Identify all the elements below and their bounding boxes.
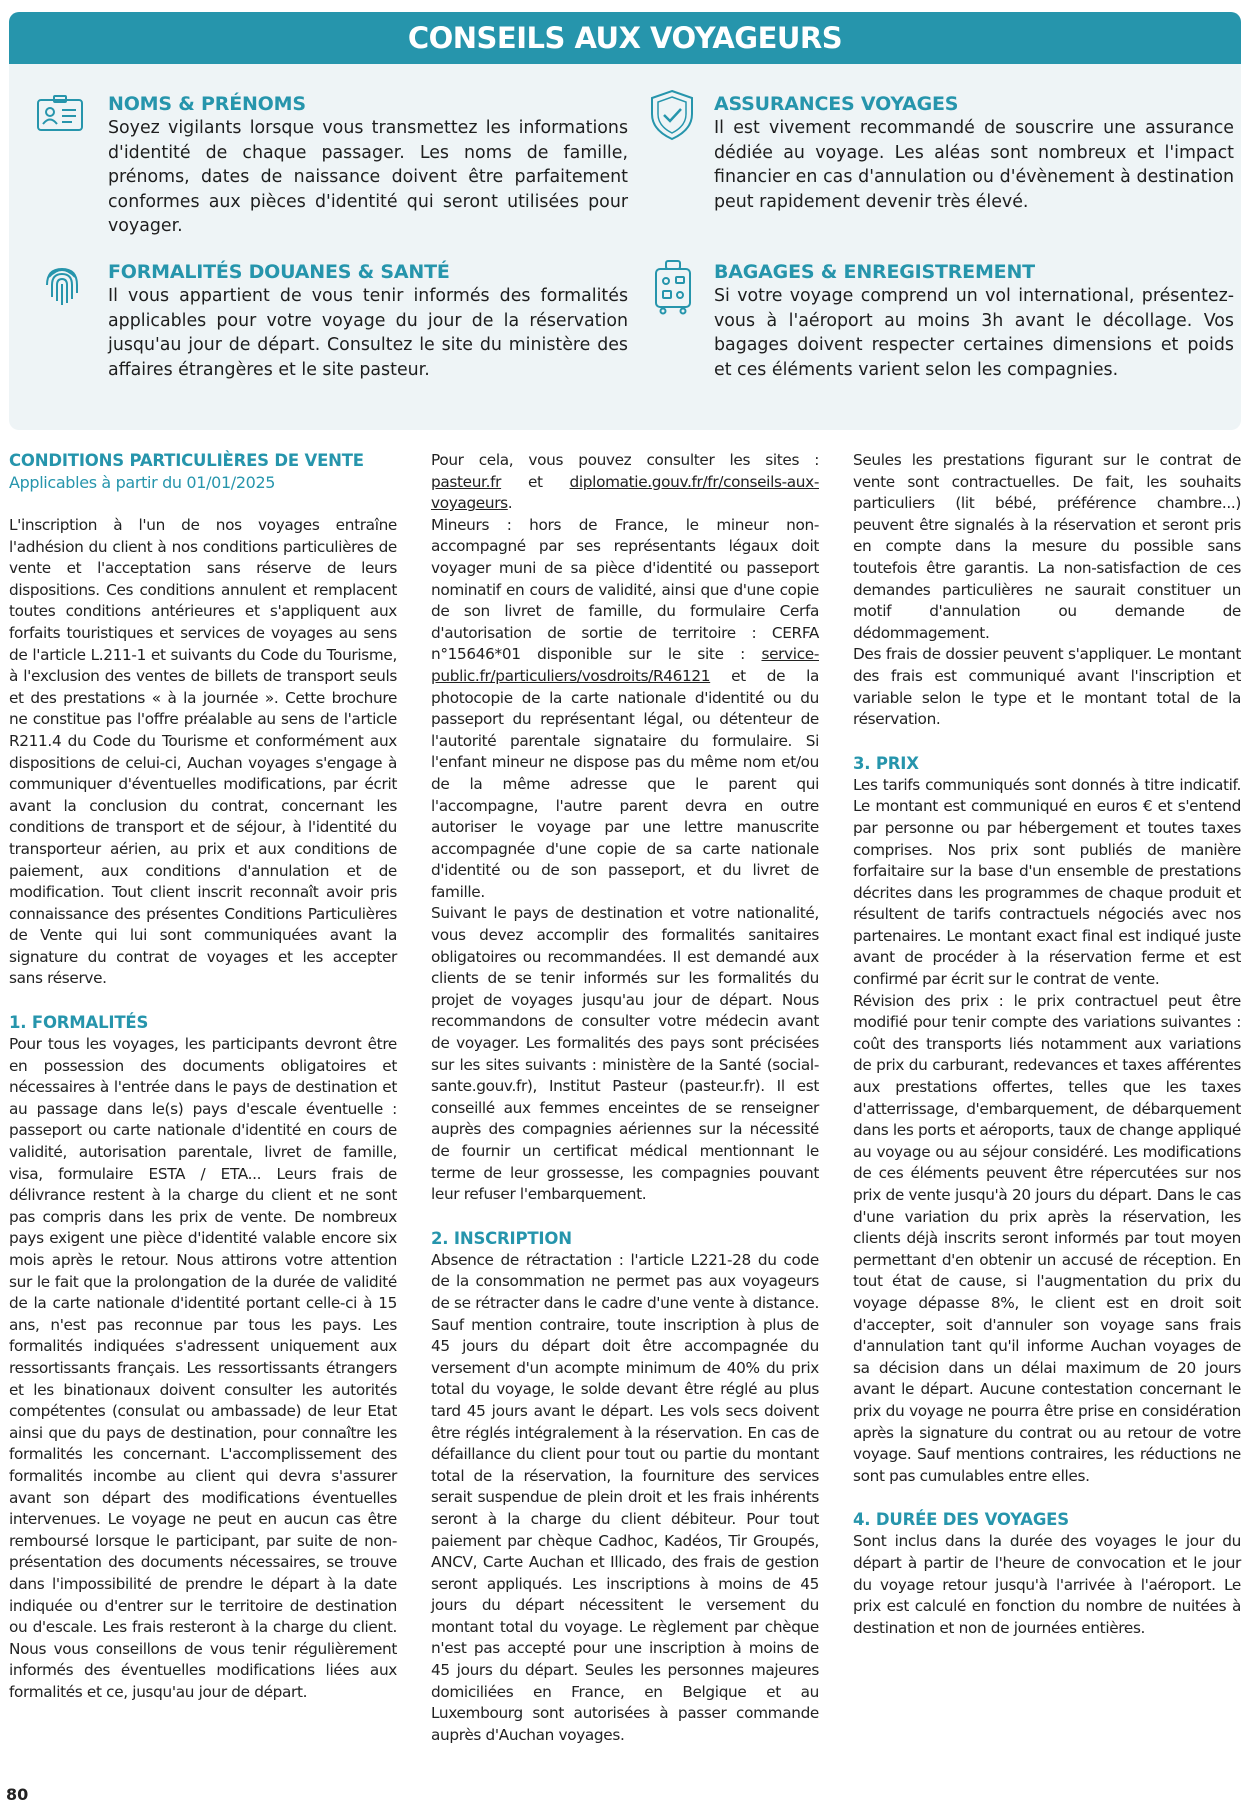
tip-title: FORMALITÉS DOUANES & SANTÉ	[108, 261, 450, 283]
travel-tips-banner	[9, 12, 1241, 430]
mineurs-paragraph	[431, 515, 819, 904]
link-pasteur[interactable]: pasteur.fr	[431, 472, 502, 491]
text-fragment: et	[501, 472, 570, 491]
text-fragment: Pour cela, vous pouvez consulter les sites :	[431, 451, 819, 469]
section-title-duree: 4. DURÉE DES VOYAGES	[853, 1510, 1069, 1530]
tip-text: Si votre voyage comprend un vol international, présentez-vous à l'aéroport au moins 3h avant le décollage. Vos bagages doivent respecter certaines dimensions et poids et ces éléments varient selon les compagnies.	[714, 286, 1234, 380]
link-service-public[interactable]: service-public.fr/particuliers/vosdroits/R46121	[431, 645, 819, 685]
shield-check-icon	[647, 88, 699, 140]
luggage-icon	[651, 259, 703, 311]
inscription-paragraph: Absence de rétractation : l'article L221-28 du code de la consommation ne permet pas aux voyageurs de se rétracter dans le cadre d'une vente à distance. Sauf mention contraire, toute inscription à plus de 45 jours du départ doit être accompagnée du versement d'un acompte minimum de 40% du prix total du voyage, le solde devant être réglé au plus tard 45 jours avant le départ. Les vols secs doivent être réglés intégralement à la réservation. En cas de défaillance du client pour tout ou partie du montant total de la réservation, la fourniture des services serait suspendue de plein droit et les frais inhérents seront à la charge du client débiteur. Pour tout paiement par chèque Cadhoc, Kadéos, Tir Groupés, ANCV, Carte Auchan et Illicado, des frais de gestion seront appliqués. Les inscriptions à moins de 45 jours du départ nécessitent le versement du montant total du voyage. Le règlement par chèque n'est pas accepté pour une inscription à moins de 45 jours du départ. Seules les personnes majeures domiciliées en France, en Belgique et au Luxembourg sont autorisées à passer commande auprès d'Auchan voyages.	[431, 1250, 819, 1744]
column-2	[431, 450, 819, 1746]
link-diplomatie[interactable]: diplomatie.gouv.fr/fr/conseils-aux-voyageurs	[431, 472, 819, 513]
banner-title: CONSEILS AUX VOYAGEURS	[407, 21, 843, 55]
conditions-columns	[9, 450, 1241, 1780]
column-3	[853, 450, 1241, 1639]
conditions-title: CONDITIONS PARTICULIÈRES DE VENTE	[9, 451, 364, 470]
id-card-icon	[35, 88, 87, 140]
section-title-prix: 3. PRIX	[853, 753, 919, 773]
formalites-paragraph: Pour tous les voyages, les participants devront être en possession des documents obligatoires et nécessaires à l'entrée dans le pays de destination et au passage dans le(s) pays d'escale éventuelle : passeport ou carte nationale d'identité en cours de validité, autorisation parentale, livret de famille, visa, formulaire ESTA / ETA... Leurs frais de délivrance restent à la charge du client et ne sont pas compris dans les prix de vente. De nombreux pays exigent une pièce d'identité valable encore six mois après le retour. Nous attirons votre attention sur le fait que la prolongation de la durée de validité de la carte nationale d'identité portant celle-ci à 15 ans, n'est pas reconnue par tous les pays. Les formalités indiquées s'adressent uniquement aux ressortissants français. Les ressortissants étrangers et les binationaux doivent consulter les autorités compétentes (consulat ou ambassade) de leur Etat ainsi que du pays de destination, pour connaître les formalités les concernant. L'accomplissement des formalités incombe au client qui devra s'assurer avant son départ des modifications éventuelles intervenues. Le voyage ne peut en aucun cas être remboursé lorsque le participant, par suite de non-présentation des documents nécessaires, se trouve dans l'impossibilité de prendre le départ à la date indiquée ou d'entrer sur le territoire de destination ou d'escale. Les frais resteront à la charge du client. Nous vous conseillons de vous tenir régulièrement informés des éventuelles modifications liées aux formalités et ce, jusqu'au jour de départ.	[9, 1035, 397, 1701]
section-title-formalites: 1. FORMALITÉS	[9, 1013, 149, 1033]
tip-title: BAGAGES & ENREGISTREMENT	[714, 261, 1035, 283]
revision-prix-paragraph: Révision des prix : le prix contractuel peut être modifié pour tenir compte des variations suivantes : coût des transports liés notamment aux variations de prix du carburant, redevances et taxes afférentes aux prestations offertes, telles que les taxes d'atterrissage, d'embarquement, de débarquement dans les ports et aéroports, taux de change appliqué au voyage ou au séjour considéré. Les modifications de ces éléments peuvent être répercutées sur nos prix de vente jusqu'à 20 jours du départ. Dans le cas d'une variation du prix après la réservation, les clients déjà inscrits seront informés par tout moyen permettant d'en obtenir un accusé de réception. En tout état de cause, si l'augmentation du prix du voyage dépasse 8%, le client est en droit soit d'accepter, soit d'annuler son voyage sans frais d'annulation tant qu'il informe Auchan voyages de sa décision dans un délai maximum de 20 jours avant le départ. Aucune contestation concernant le prix du voyage ne pourra être prise en considération après la signature du contrat ou au retour de votre voyage. Sauf mentions contraires, les réductions ne sont pas cumulables entre elles.	[853, 991, 1241, 1485]
section-title-inscription: 2. INSCRIPTION	[431, 1228, 572, 1248]
tip-noms-prenoms	[108, 92, 628, 239]
tip-formalites-douanes	[108, 260, 628, 382]
conditions-intro: L'inscription à l'un de nos voyages entraîne l'adhésion du client à nos conditions particulières de vente et l'acceptation sans réserve de leurs dispositions. Ces conditions annulent et remplacent toutes conditions antérieures et s'appliquent aux forfaits touristiques et services de voyages au sens de l'article L.211-1 et suivants du Code du Tourisme, à l'exclusion des ventes de billets de transport seuls et des prestations « à la journée ». Cette brochure ne constitue pas l'offre préalable au sens de l'article R211.4 du Code du Tourisme et conformément aux dispositions de celui-ci, Auchan voyages s'engage à communiquer d'éventuelles modifications, par écrit avant la conclusion du contrat, concernant les conditions de transport et de séjour, à l'identité du transporteur aérien, au prix et aux conditions de paiement, aux conditions d'annulation et de modification. Tout client inscrit reconnaît avoir pris connaissance des présentes Conditions Particulières de Vente qui lui sont communiquées avant la signature du contrat de voyages et les accepter sans réserve.	[9, 516, 397, 988]
tip-text: Il vous appartient de vous tenir informés des formalités applicables pour votre voyage du jour de la réservation jusqu'au jour de départ. Consultez le site du ministère des affaires étrangères et le site pasteur.	[108, 286, 628, 380]
tip-bagages-enregistrement	[714, 260, 1234, 382]
text-fragment: Mineurs : hors de France, le mineur non-accompagné par ses représentants légaux doit voyager muni de sa pièce d'identité ou passeport nominatif en cours de validité, ainsi que d'une copie de son livret de famille, du formulaire Cerfa d'autorisation de sortie de territoire : CERFA n°15646*01 disponible sur le site :	[431, 515, 819, 664]
conditions-subtitle: Applicables à partir du 01/01/2025	[9, 473, 276, 492]
tip-text: Soyez vigilants lorsque vous transmettez les informations d'identité de chaque passager. Les noms de famille, prénoms, dates de naissance doivent être parfaitement conformes aux pièces d'identité qui seront utilisées pour voyager.	[108, 118, 628, 237]
duree-paragraph: Sont inclus dans la durée des voyages le jour du départ à partir de l'heure de convocation et le jour du voyage retour jusqu'à l'arrivée à l'aéroport. Le prix est calculé en fonction du nombre de nuitées à destination et non de journées entières.	[853, 1532, 1241, 1637]
tip-title: ASSURANCES VOYAGES	[714, 93, 959, 115]
tip-assurances-voyages	[714, 92, 1234, 214]
column-1	[9, 450, 397, 1703]
page-number: 80	[6, 1785, 29, 1804]
formalites-sanitaires-paragraph: Suivant le pays de destination et votre nationalité, vous devez accomplir des formalités sanitaires obligatoires ou recommandées. Il est demandé aux clients de se tenir informés sur les formalités du projet de voyages jusqu'au jour de départ. Nous recommandons de consulter votre médecin avant de voyager. Les formalités des pays sont précisées sur les sites suivants : ministère de la Santé (social-sante.gouv.fr), Institut Pasteur (pasteur.fr). Il est conseillé aux femmes enceintes de se renseigner auprès des compagnies aériennes sur la nécessité de fournir un certificat médical mentionnant le terme de leur grossesse, les compagnies pouvant leur refuser l'embarquement.	[431, 904, 819, 1204]
prix-paragraph: Les tarifs communiqués sont donnés à titre indicatif. Le montant est communiqué en euros € et s'entend par personne ou par hébergement et toutes taxes comprises. Nos prix sont publiés de manière forfaitaire sur la base d'un ensemble de prestations décrites dans les programmes de chaque produit et résultent de tarifs contractuels négociés avec nos partenaires. Le montant exact final est indiqué juste avant de procéder à la réservation ferme et est confirmé par écrit sur le contrat de vente.	[853, 775, 1241, 989]
tip-title: NOMS & PRÉNOMS	[108, 93, 306, 115]
fingerprint-icon	[37, 259, 89, 311]
text-fragment: et de la photocopie de la carte nationale d'identité ou du passeport du représentant légal, ou détenteur de l'autorité parentale signataire du formulaire. Si l'enfant mineur ne dispose pas du même nom et/ou de la même adresse que le parent qui l'accompagne, l'autre parent devra en outre autoriser le voyage par une lettre manuscrite accompagnée d'une copie de sa carte nationale d'identité ou de son passeport, et du livret de famille.	[431, 666, 819, 901]
tip-text: Il est vivement recommandé de souscrire une assurance dédiée au voyage. Les aléas sont nombreux et l'impact financier en cas d'annulation ou d'évènement à destination peut rapidement devenir très élevé.	[714, 118, 1234, 212]
frais-dossier-paragraph: Des frais de dossier peuvent s'appliquer. Le montant des frais est communiqué avant l'inscription et variable selon le type et le montant total de la réservation.	[853, 645, 1241, 729]
prestations-paragraph: Seules les prestations figurant sur le contrat de vente sont contractuelles. De fait, les souhaits particuliers (lit bébé, préférence chambre...) peuvent être signalés à la réservation et seront pris en compte dans la mesure du possible sans toutefois être garantis. La non-satisfaction de ces demandes particulières ne saurait constituer un motif d'annulation ou demande de dédommagement.	[853, 451, 1241, 642]
text-fragment: .	[507, 494, 513, 513]
banner-header	[9, 12, 1241, 64]
formalites-sites-paragraph	[431, 450, 819, 515]
